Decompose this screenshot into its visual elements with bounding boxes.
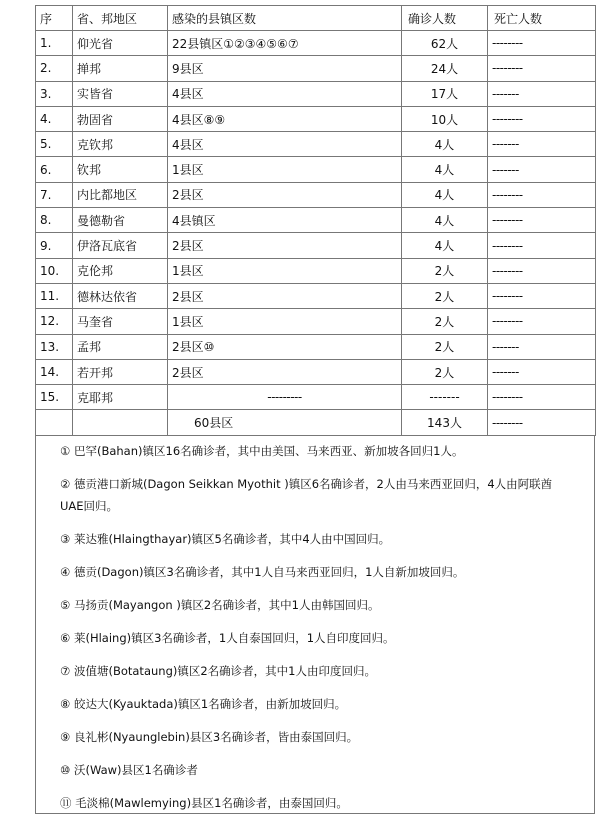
- row-cases: 4人: [402, 132, 488, 157]
- row-districts: 22县镇区①②③④⑤⑥⑦: [168, 31, 402, 56]
- row-districts: 4县镇区: [168, 208, 402, 233]
- row-index: 11.: [36, 283, 73, 308]
- table-row: [36, 334, 596, 359]
- row-cases: 4人: [402, 208, 488, 233]
- row-index: 8.: [36, 208, 73, 233]
- total-index: [36, 410, 73, 435]
- total-districts: 60县区: [168, 410, 402, 435]
- row-index: 1.: [36, 31, 73, 56]
- row-region: 若开邦: [73, 359, 168, 384]
- row-region: 克耶邦: [73, 385, 168, 410]
- table-total-row: [36, 410, 596, 435]
- row-region: 曼德勒省: [73, 208, 168, 233]
- table-row: [36, 208, 596, 233]
- row-cases: 10人: [402, 106, 488, 131]
- footnote-line: ⑦ 波值塘(Botataung)镇区2名确诊者，其中1人由印度回归。: [60, 664, 376, 678]
- row-districts: 1县区: [168, 157, 402, 182]
- table-row: [36, 258, 596, 283]
- row-cases: -------: [402, 385, 488, 410]
- row-districts: 2县区: [168, 283, 402, 308]
- row-deaths: -------: [488, 132, 596, 157]
- table-header-row: [36, 6, 596, 31]
- row-deaths: --------: [488, 106, 596, 131]
- row-districts: 1县区: [168, 309, 402, 334]
- table-row: [36, 157, 596, 182]
- row-districts: 2县区: [168, 182, 402, 207]
- row-cases: 4人: [402, 182, 488, 207]
- footnote-line: ① 巴罕(Bahan)镇区16名确诊者，其中由美国、马来西亚、新加坡各回归1人。: [60, 444, 464, 458]
- row-cases: 4人: [402, 233, 488, 258]
- header-index: 序: [36, 6, 73, 31]
- row-region: 孟邦: [73, 334, 168, 359]
- row-index: 4.: [36, 106, 73, 131]
- footnote-line: ⑪ 毛淡棉(Mawlemying)县区1名确诊者，由泰国回归。: [60, 796, 348, 810]
- row-index: 3.: [36, 81, 73, 106]
- row-region: 马奎省: [73, 309, 168, 334]
- row-region: 伊洛瓦底省: [73, 233, 168, 258]
- footnote-line: ② 德贡港口新城(Dagon Seikkan Myothit )镇区6名确诊者，2人由马来西亚回归，4人由阿联酋: [60, 477, 553, 491]
- table-row: [36, 309, 596, 334]
- footnote-line: ③ 莱达雅(Hlaingthayar)镇区5名确诊者，其中4人由中国回归。: [60, 532, 391, 546]
- row-deaths: --------: [488, 283, 596, 308]
- row-region: 内比都地区: [73, 182, 168, 207]
- row-index: 2.: [36, 56, 73, 81]
- footnote-line: ⑨ 良礼彬(Nyaunglebin)县区3名确诊者，皆由泰国回归。: [60, 730, 359, 744]
- row-districts: 1县区: [168, 258, 402, 283]
- row-deaths: --------: [488, 182, 596, 207]
- header-deaths: 死亡人数: [488, 6, 596, 31]
- row-index: 13.: [36, 334, 73, 359]
- row-cases: 2人: [402, 283, 488, 308]
- row-cases: 2人: [402, 309, 488, 334]
- row-region: 仰光省: [73, 31, 168, 56]
- table-row: [36, 132, 596, 157]
- row-index: 15.: [36, 385, 73, 410]
- row-deaths: -------: [488, 81, 596, 106]
- row-deaths: --------: [488, 258, 596, 283]
- row-districts: 2县区⑩: [168, 334, 402, 359]
- row-cases: 24人: [402, 56, 488, 81]
- row-cases: 2人: [402, 258, 488, 283]
- total-deaths: --------: [488, 410, 596, 435]
- row-districts: 2县区: [168, 359, 402, 384]
- header-cases: 确诊人数: [402, 6, 488, 31]
- footnote-line: ⑥ 莱(Hlaing)镇区3名确诊者，1人自泰国回归，1人自印度回归。: [60, 631, 395, 645]
- total-cases: 143人: [402, 410, 488, 435]
- row-region: 钦邦: [73, 157, 168, 182]
- row-districts: 4县区: [168, 81, 402, 106]
- table-row: [36, 233, 596, 258]
- header-region: 省、邦地区: [73, 6, 168, 31]
- row-cases: 4人: [402, 157, 488, 182]
- row-index: 9.: [36, 233, 73, 258]
- row-region: 实皆省: [73, 81, 168, 106]
- footnote-line: ⑧ 皎达大(Kyauktada)镇区1名确诊者，由新加坡回归。: [60, 697, 347, 711]
- row-index: 7.: [36, 182, 73, 207]
- row-cases: 17人: [402, 81, 488, 106]
- row-index: 12.: [36, 309, 73, 334]
- row-deaths: -------: [488, 359, 596, 384]
- total-region: [73, 410, 168, 435]
- row-index: 6.: [36, 157, 73, 182]
- row-region: 勃固省: [73, 106, 168, 131]
- row-deaths: --------: [488, 56, 596, 81]
- table-row: [36, 81, 596, 106]
- row-region: 德林达依省: [73, 283, 168, 308]
- table-row: [36, 283, 596, 308]
- row-index: 14.: [36, 359, 73, 384]
- footnote-line: ⑩ 沃(Waw)县区1名确诊者: [60, 763, 198, 777]
- row-deaths: --------: [488, 233, 596, 258]
- header-districts: 感染的县镇区数: [168, 6, 402, 31]
- table-row: [36, 182, 596, 207]
- row-districts: 4县区: [168, 132, 402, 157]
- footnote-line: UAE回归。: [60, 499, 119, 513]
- row-districts: ---------: [168, 385, 402, 410]
- row-cases: 62人: [402, 31, 488, 56]
- row-deaths: --------: [488, 31, 596, 56]
- footnote-line: ⑤ 马扬贡(Mayangon )镇区2名确诊者，其中1人由韩国回归。: [60, 598, 380, 612]
- table-row: [36, 31, 596, 56]
- footnotes: [35, 436, 595, 814]
- footnote-line: ④ 德贡(Dagon)镇区3名确诊者，其中1人自马来西亚回归，1人自新加坡回归。: [60, 565, 465, 579]
- row-index: 10.: [36, 258, 73, 283]
- row-deaths: --------: [488, 208, 596, 233]
- row-deaths: --------: [488, 309, 596, 334]
- row-region: 克钦邦: [73, 132, 168, 157]
- row-cases: 2人: [402, 359, 488, 384]
- row-index: 5.: [36, 132, 73, 157]
- row-districts: 9县区: [168, 56, 402, 81]
- row-districts: 2县区: [168, 233, 402, 258]
- table-row: [36, 359, 596, 384]
- row-region: 掸邦: [73, 56, 168, 81]
- row-deaths: --------: [488, 385, 596, 410]
- row-deaths: -------: [488, 157, 596, 182]
- cases-table: [35, 5, 596, 436]
- table-row: [36, 56, 596, 81]
- row-cases: 2人: [402, 334, 488, 359]
- table-row: [36, 385, 596, 410]
- table-row: [36, 106, 596, 131]
- row-deaths: -------: [488, 334, 596, 359]
- row-region: 克伦邦: [73, 258, 168, 283]
- row-districts: 4县区⑧⑨: [168, 106, 402, 131]
